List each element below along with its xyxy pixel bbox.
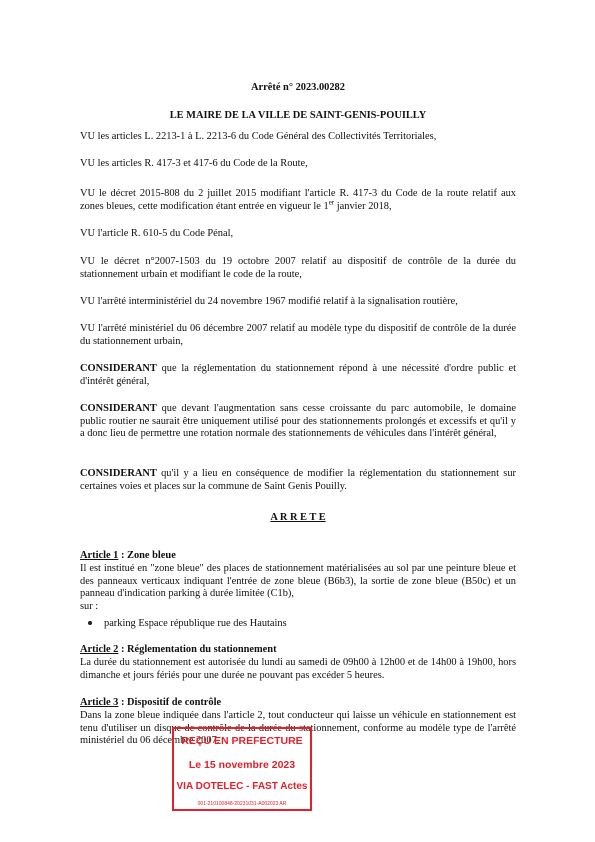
article-3-text: Dans la zone bleue indiquée dans l'article 2, tout conducteur qui laisse un véhicule en stationnement est tenu d'utiliser un disque de contrôle de la durée du stationnement, conforme au modèle type de l'arrêté ministériel du 06 décembre 2007. — [80, 710, 516, 747]
article-2-label: Article 2 — [80, 644, 119, 655]
considerant-text: qu'il y a lieu en conséquence de modifier la réglementation du stationnement sur certaines voies et places sur la commune de Saint Genis Pouilly. — [80, 468, 516, 492]
arrete-heading: A R R E T E — [270, 512, 326, 523]
article-3-heading — [80, 697, 516, 710]
article-1-label: Article 1 — [80, 550, 119, 561]
vu-clause — [80, 188, 516, 213]
article-1-title: : Zone bleue — [118, 550, 176, 561]
vu-clause: VU l'arrêté interministériel du 24 novembre 1967 modifié relatif à la signalisation routière, — [80, 296, 458, 307]
stamp-reference-line: 001-210100848-20231031-A002023 AR — [197, 801, 287, 807]
article-2-heading — [80, 644, 516, 657]
considerant-keyword: CONSIDERANT — [80, 403, 157, 414]
article-3-title: : Dispositif de contrôle — [118, 697, 222, 708]
vu-clause-end: janvier 2018, — [334, 200, 392, 212]
considerant-keyword: CONSIDERANT — [80, 468, 157, 479]
considerant-clause — [80, 363, 516, 388]
list-item-text: parking Espace république rue des Hautains — [104, 618, 287, 629]
arrete-heading-wrap — [80, 512, 516, 525]
stamp-via-line: VIA DOTELEC - FAST Actes — [176, 781, 308, 792]
vu-clause: VU le décret n°2007-1503 du 19 octobre 2007 relatif au dispositif de contrôle de la durée du stationnement urbain et modifiant le code de la route, — [80, 256, 516, 280]
considerant-text: que la réglementation du stationnement répond à une nécessité d'ordre public et d'intérêt général, — [80, 363, 516, 387]
issuing-authority: LE MAIRE DE LA VILLE DE SAINT-GENIS-POUILLY — [169, 110, 427, 121]
article-1-text: Il est institué en "zone bleue" des places de stationnement matérialisées au sol par une peinture bleue et des panneaux verticaux indiquant l'entrée de zone bleue (B6b3), la sortie de zone bleue (B50c) et un panneau d'indication parking à durée limitée (C1b), — [80, 563, 516, 600]
vu-clause: VU les articles L. 2213-1 à L. 2213-6 du Code Général des Collectivités Territoriales, — [80, 131, 437, 142]
article-2-text: La durée du stationnement est autorisée du lundi au samedi de 09h00 à 12h00 et de 14h00 à 19h00, hors dimanche et jours fériés pour une durée ne pouvant pas excéder 5 heures. — [80, 657, 516, 681]
vu-clause: VU les articles R. 417-3 et 417-6 du Code de la Route, — [80, 158, 308, 169]
prefecture-receipt-stamp — [172, 727, 312, 811]
considerant-keyword: CONSIDERANT — [80, 363, 157, 374]
article-3-label: Article 3 — [80, 697, 119, 708]
decree-number: Arrêté n° 2023.00282 — [251, 82, 345, 93]
article-2-title: : Réglementation du stationnement — [118, 644, 277, 655]
list-item — [88, 618, 508, 631]
vu-clause-text: VU le décret 2015-808 du 2 juillet 2015 modifiant l'article R. 417-3 du Code de la route relatif aux zones bleues, cette modification étant entrée en vigueur le 1 — [80, 188, 516, 212]
considerant-text: que devant l'augmentation sans cesse croissante du parc automobile, le domaine public routier ne saurait être uniquement utilisé pour des stationnements prolongés et excessifs et qu'il y a donc lieu de permettre une rotation normale des stationnements de véhicules dans l'intérêt général, — [80, 403, 516, 440]
vu-clause-superscript: er — [328, 198, 335, 207]
considerant-clause — [80, 403, 516, 441]
vu-clause: VU l'arrêté ministériel du 06 décembre 2007 relatif au modèle type du dispositif de contrôle de la durée du stationnement urbain, — [80, 323, 516, 347]
considerant-clause — [80, 468, 516, 493]
article-1-sur: sur : — [80, 601, 99, 612]
stamp-date-line: Le 15 novembre 2023 — [188, 759, 296, 771]
article-1-heading — [80, 550, 516, 563]
bullet-icon — [88, 621, 92, 625]
stamp-received-line: REÇU EN PREFECTURE — [181, 735, 303, 747]
vu-clause: VU l'article R. 610-5 du Code Pénal, — [80, 228, 234, 239]
